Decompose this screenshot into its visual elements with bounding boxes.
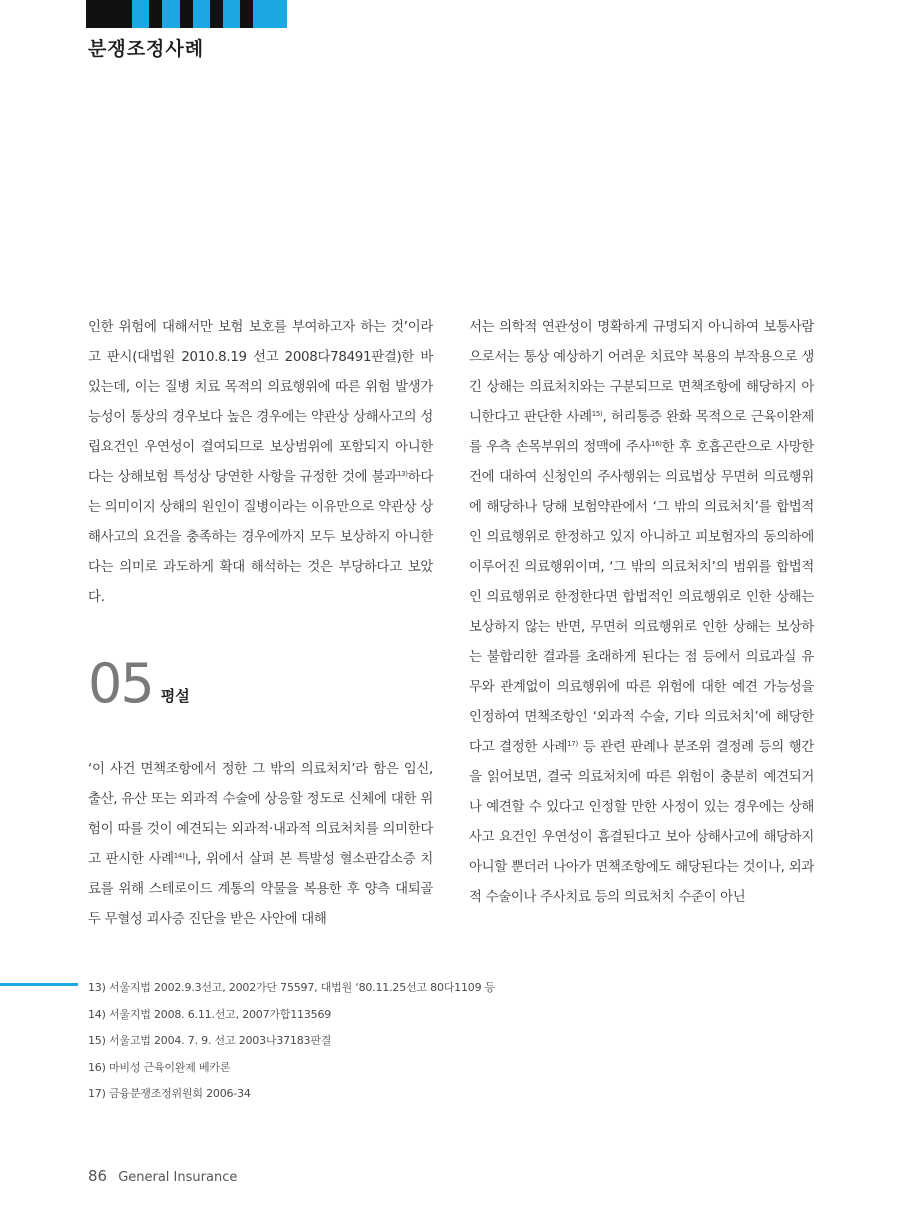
footnote-17: 17) 금융분쟁조정위원회 2006-34 — [88, 1087, 251, 1100]
page-footer — [88, 1166, 237, 1185]
publication-name: General Insurance — [118, 1170, 238, 1185]
footnote-ref-15[interactable]: 15) — [591, 410, 603, 418]
section-label: 평설 — [160, 687, 190, 705]
header-bar-segment — [149, 0, 162, 28]
footnote-rule — [0, 983, 78, 986]
header-bar-segment — [253, 0, 287, 28]
footnote-ref-13[interactable]: 13) — [396, 470, 408, 478]
header-bar-segment — [86, 0, 132, 28]
section-title: 분쟁조정사례 — [88, 38, 205, 60]
paragraph: 서는 의학적 연관성이 명확하게 규명되지 아니하여 보통사람으로서는 통상 예상하기 어려운 치료약 복용의 부작용으로 생긴 상해는 의료처치와는 구분되므로 면책조항에 해당하지 아니한다고 판단한 사례$^{15)}$, 허리통증 완화 목적으로 근육이완제를 우측 손목부위의 정맥에 주사$^{16)}$한 후 호흡곤란으로 사망한 건에 대하여 신청인의 주사행위는 의료법상 무면허 의료행위에 해당하나 당해 보험약관에서 ‘그 밖의 의료처치’를 합법적인 의료행위로 한정하고 있지 아니하고 피보험자의 동의하에 이루어진 의료행위이며, ‘그 밖의 의료처치’의 범위를 합법적인 의료행위로 한정한다면 합법적인 의료행위로 인한 상해는 보상하지 않는 반면, 무면허 의료행위로 인한 상해는 보상하는 불합리한 결과를 초래하게 된다는 점 등에서 의료과실 유무와 관계없이 의료행위에 따른 위험에 대한 예견 가능성을 인정하여 면책조항인 ‘외과적 수술, 기타 의료처치’에 해당한다고 결정한 사례$^{17)}$ 등 관련 판례나 분조위 결정례 등의 행간을 읽어보면, 결국 의료처치에 따른 위험이 충분히 예견되거나 예견할 수 있다고 인정할 만한 사정이 있는 경우에는 상해사고 요건인 우연성이 흠결된다고 보아 상해사고에 해당하지 아니할 뿐더러 나아가 면책조항에도 해당된다는 것이나, 외과적 수술이나 주사치료 등의 의료처치 수준이 아닌 — [469, 320, 814, 905]
header-bar-segment — [162, 0, 180, 28]
body-column-right — [469, 313, 814, 913]
header-bar-segment — [210, 0, 223, 28]
header-color-bar — [86, 0, 287, 28]
footnote-ref-17[interactable]: 17) — [567, 740, 578, 748]
section-heading — [88, 652, 190, 715]
paragraph: ‘이 사건 면책조항에서 정한 그 밖의 의료처치’라 함은 임신, 출산, 유산 또는 외과적 수술에 상응할 정도로 신체에 대한 위험이 따를 것이 예견되는 외과적·내과적 의료처치를 의미한다고 판시한 사례$^{14)}$나, 위에서 살펴 본 특발성 혈소판감소증 치료를 위해 스테로이드 계통의 약물을 복용한 후 양측 대퇴골두 무혈성 괴사증 진단을 받은 사안에 대해 — [88, 762, 433, 927]
footnote-ref-16[interactable]: 16) — [650, 440, 662, 448]
footnote-14: 14) 서울지법 2008. 6.11.선고, 2007가합113569 — [88, 1007, 332, 1021]
page-number: 86 — [88, 1167, 108, 1185]
footnote-15: 15) 서울고법 2004. 7. 9. 선고 2003나37183판결 — [88, 1034, 332, 1047]
header-bar-segment — [240, 0, 253, 28]
body-column-left-bottom — [88, 755, 433, 935]
section-number: 05 — [88, 652, 153, 715]
header-bar-segment — [132, 0, 149, 28]
footnotes — [88, 975, 495, 1108]
body-column-left-top — [88, 313, 433, 613]
paragraph: 인한 위험에 대해서만 보험 보호를 부여하고자 하는 것’이라고 판시(대법원 2010.8.19 선고 2008다78491판결)한 바 있는데, 이는 질병 치료 목적의 의료행위에 따른 위험 발생가능성이 통상의 경우보다 높은 경우에는 약관상 상해사고의 성립요건인 우연성이 결여되므로 보상범위에 포함되지 아니한다는 상해보험 특성상 당연한 사항을 규정한 것에 불과$^{13)}$하다는 의미이지 상해의 원인이 질병이라는 이유만으로 약관상 상해사고의 요건을 충족하는 경우에까지 모두 보상하지 아니한다는 의미로 과도하게 확대 해석하는 것은 부당하다고 보았다. — [88, 320, 433, 605]
header-bar-segment — [193, 0, 210, 28]
header-bar-segment — [223, 0, 240, 28]
footnote-16: 16) 마비성 근육이완제 베카론 — [88, 1060, 231, 1074]
footnote-ref-14[interactable]: 14) — [173, 852, 185, 860]
footnote-13: 13) 서울지법 2002.9.3선고, 2002가단 75597, 대법원 ‘80.11.25선고 80다1109 등 — [88, 981, 496, 994]
header-bar-segment — [180, 0, 193, 28]
